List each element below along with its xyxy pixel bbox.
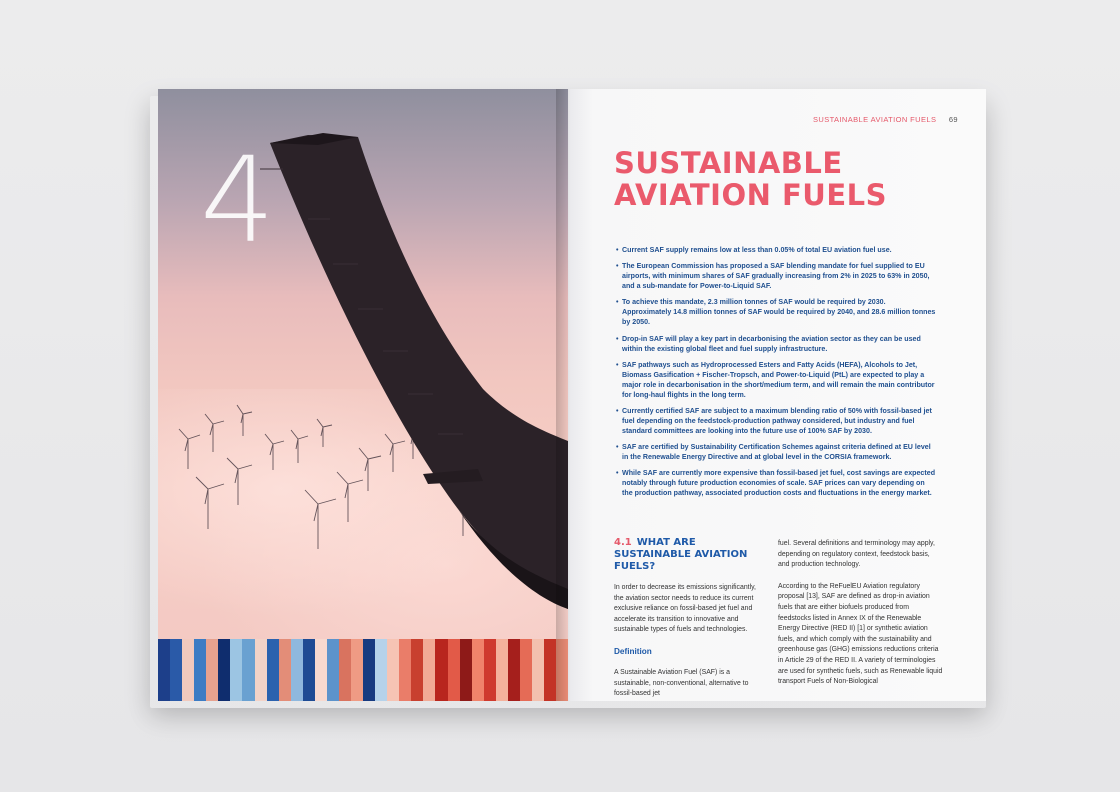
stripe [230,639,242,701]
stripe [315,639,327,701]
stripe [303,639,315,701]
key-point: • Drop-in SAF will play a key part in decarbonising the aviation sector as they can be used within the existing global fleet and fuel supply infrastructure. [616,334,936,354]
text-column-left [614,537,764,701]
stripe [255,639,267,701]
stripe [556,639,568,701]
stripe [170,639,182,701]
stripe [182,639,194,701]
section-number: 4.1 [614,537,632,548]
key-point: • SAF pathways such as Hydroprocessed Esters and Fatty Acids (HEFA), Alcohols to Jet, Biomass Gasification + Fischer-Tropsch, and Power-to-Liquid (PtL) are expected to play a major role in decarbonisation in the short/medium term, and will remain the main contributor for long-haul flights in the long term. [616,360,936,400]
stripe [327,639,339,701]
stripe [351,639,363,701]
stripe [375,639,387,701]
intro-paragraph: In order to decrease its emissions significantly, the aviation sector needs to reduce its current exclusive reliance on fossil-based jet fuel and accelerate its transition to innovative and sustainable types of fuels and technologies. [614,584,756,634]
stripe [496,639,508,701]
key-point: • Currently certified SAF are subject to a maximum blending ratio of 50% with fossil-based jet fuel depending on the feedstock-production pathway considered, but industry and fuel standard committees are looking into the future use of 100% SAF by 2030. [616,406,936,436]
stripe [291,639,303,701]
stripe [399,639,411,701]
stripe [508,639,520,701]
stripe [387,639,399,701]
stripe [279,639,291,701]
text-column-right [778,539,943,699]
stripe [267,639,279,701]
key-point: • To achieve this mandate, 2.3 million tonnes of SAF would be required by 2030. Approximately 14.8 million tonnes of SAF would be required by 2040, and 28.6 million tonnes by 2050. [616,297,936,327]
section-title: WHAT ARE SUSTAINABLE AVIATION FUELS? [614,537,748,572]
stripe [218,639,230,701]
wing-body [270,135,568,609]
chapter-number: 4 [200,131,276,269]
stripe [435,639,447,701]
stripe [194,639,206,701]
stripe [484,639,496,701]
stripe [242,639,254,701]
key-point: • SAF are certified by Sustainability Certification Schemes against criteria defined at EU level in the Renewable Energy Directive and at global level in the CORSIA framework. [616,442,936,462]
stripe [448,639,460,701]
stripe [158,639,170,701]
definition-paragraph: A Sustainable Aviation Fuel (SAF) is a sustainable, non-conventional, alternative to fossil-based jet [614,668,749,698]
stripe [423,639,435,701]
chapter-title [614,147,954,211]
stripe [363,639,375,701]
stripe [460,639,472,701]
key-point: • The European Commission has proposed a SAF blending mandate for fuel supplied to EU airports, with minimum shares of SAF gradually increasing from 2% in 2025 to 63% in 2050, and a sub-mandate for Power-to-Liquid SAF. [616,261,936,291]
chapter-title-line2: AVIATION FUELS [614,178,888,212]
stripe [532,639,544,701]
warming-stripes-bar [158,639,568,701]
page-number: 69 [948,115,958,124]
key-point: • While SAF are currently more expensive than fossil-based jet fuel, cost savings are expected notably through future production economies of scale. SAF prices can vary depending on the production pathway, associated production costs and fluctuations in the energy market. [616,468,936,498]
running-head [813,115,958,124]
section-heading [614,537,764,573]
stripe [544,639,556,701]
right-page [568,89,986,701]
brochure-spread [146,89,986,701]
definition-continued-paragraph: fuel. Several definitions and terminology may apply, depending on regulatory context, feedstock basis, and production technology. [778,540,935,569]
left-page-photo [158,89,568,701]
key-points-list [616,245,936,505]
stripe [411,639,423,701]
definition-subheading: Definition [614,646,652,656]
running-head-title: SUSTAINABLE AVIATION FUELS [813,115,937,124]
refueleu-paragraph: According to the ReFuelEU Aviation regulatory proposal [13], SAF are defined as drop-in aviation fuels that are either biofuels produced from feedstocks listed in Annex IX of the Renewable Energy Directive (RED II) [1] or synthetic aviation fuels, and which comply with the sustainability and greenhouse gas (GHG) emissions reductions criteria in Article 29 of the RED II. A variety of terminologies are used for synthetic fuels, such as Renewable liquid transport Fuels of Non-Biological [778,582,943,686]
stripe [206,639,218,701]
stripe [339,639,351,701]
chapter-title-line1: SUSTAINABLE [614,146,843,180]
key-point: • Current SAF supply remains low at less than 0.05% of total EU aviation fuel use. [616,245,936,255]
stripe [520,639,532,701]
stripe [472,639,484,701]
